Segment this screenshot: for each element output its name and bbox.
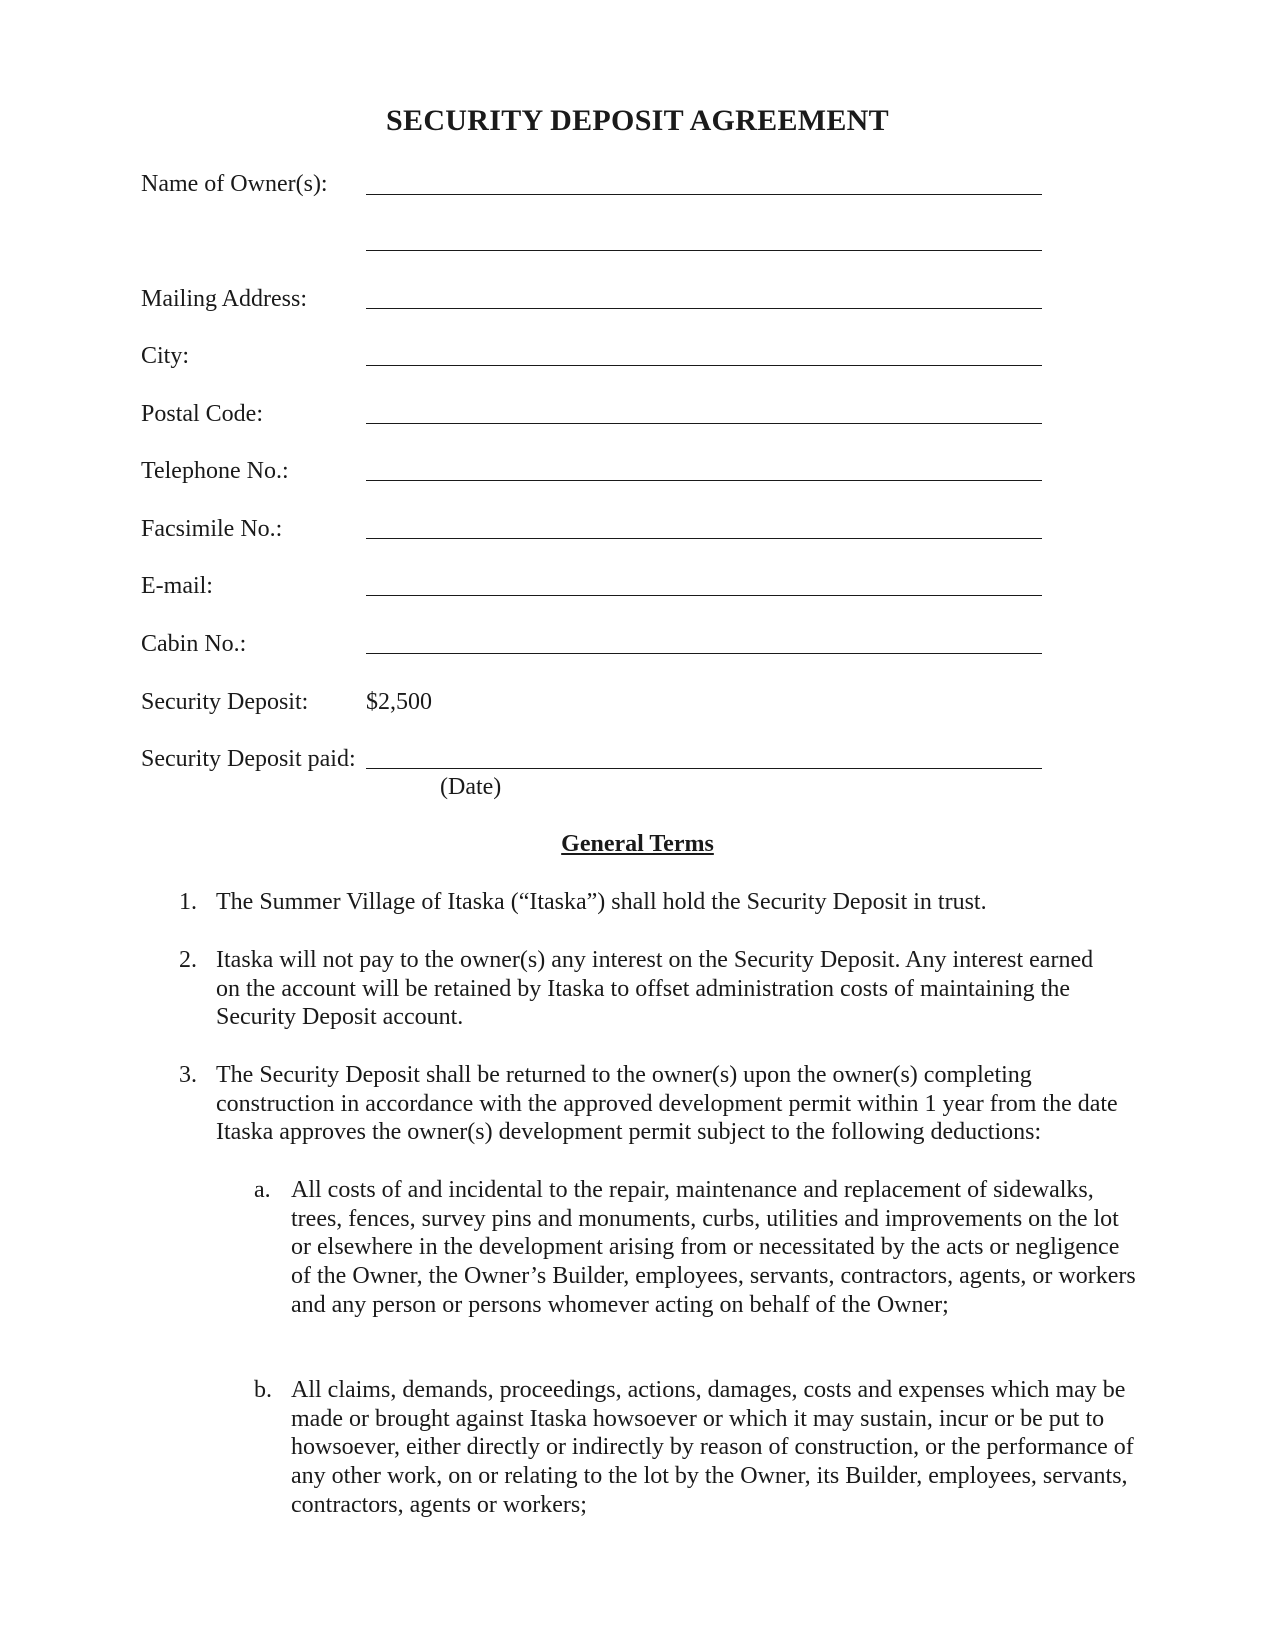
term-3-text: The Security Deposit shall be returned to the owner(s) upon the owner(s) completing construction in accordance with the approved development permit within 1 year from the date Itaska approves the owner(s) development permit subject to the following deductions: (216, 1062, 1118, 1146)
owner-name-label: Name of Owner(s): (141, 171, 328, 197)
term-3b-text: All claims, demands, proceedings, actions, damages, costs and expenses which may be made or brought against Itaska howsoever or which it may sustain, incur or be put to howsoever, either directly or indirectly by reason of construction, or the performance of any other work, on or relating to the lot by the Owner, its Builder, employees, servants, contractors, agents or workers; (291, 1377, 1134, 1518)
postal-code-label: Postal Code: (141, 401, 264, 427)
document-title: SECURITY DEPOSIT AGREEMENT (386, 104, 889, 137)
postal-code-line (366, 423, 1042, 424)
date-caption: (Date) (440, 774, 502, 800)
owner-name-line-2 (366, 250, 1042, 251)
general-terms-heading: General Terms (561, 831, 714, 857)
cabin-number-label: Cabin No.: (141, 631, 247, 657)
telephone-label: Telephone No.: (141, 458, 289, 484)
term-3-marker: 3. (179, 1062, 197, 1088)
mailing-address-line (366, 308, 1042, 309)
deposit-paid-line (366, 768, 1042, 769)
email-label: E-mail: (141, 573, 213, 599)
cabin-number-line (366, 653, 1042, 654)
city-label: City: (141, 343, 190, 369)
term-3b-marker: b. (254, 1377, 272, 1403)
term-2-marker: 2. (179, 947, 197, 973)
term-2-text: Itaska will not pay to the owner(s) any interest on the Security Deposit. Any interest earned on the account will be retained by Itaska to offset administration costs of maintaining the Security Deposit account. (216, 947, 1094, 1031)
term-1-marker: 1. (179, 889, 197, 915)
city-line (366, 365, 1042, 366)
security-deposit-amount: $2,500 (366, 689, 432, 715)
mailing-address-label: Mailing Address: (141, 286, 307, 312)
security-deposit-label: Security Deposit: (141, 689, 309, 715)
email-line (366, 595, 1042, 596)
deposit-paid-label: Security Deposit paid: (141, 746, 356, 772)
owner-name-line-1 (366, 194, 1042, 195)
telephone-line (366, 480, 1042, 481)
facsimile-line (366, 538, 1042, 539)
term-3a-text: All costs of and incidental to the repair, maintenance and replacement of sidewalks, trees, fences, survey pins and monuments, curbs, utilities and improvements on the lot or elsewhere in the development arising from or necessitated by the acts or negligence of the Owner, the Owner’s Builder, employees, servants, contractors, agents, or workers and any person or persons whomever acting on behalf of the Owner; (291, 1177, 1136, 1318)
facsimile-label: Facsimile No.: (141, 516, 283, 542)
term-1-text: The Summer Village of Itaska (“Itaska”) shall hold the Security Deposit in trust. (216, 889, 987, 915)
term-3a-marker: a. (254, 1177, 271, 1203)
